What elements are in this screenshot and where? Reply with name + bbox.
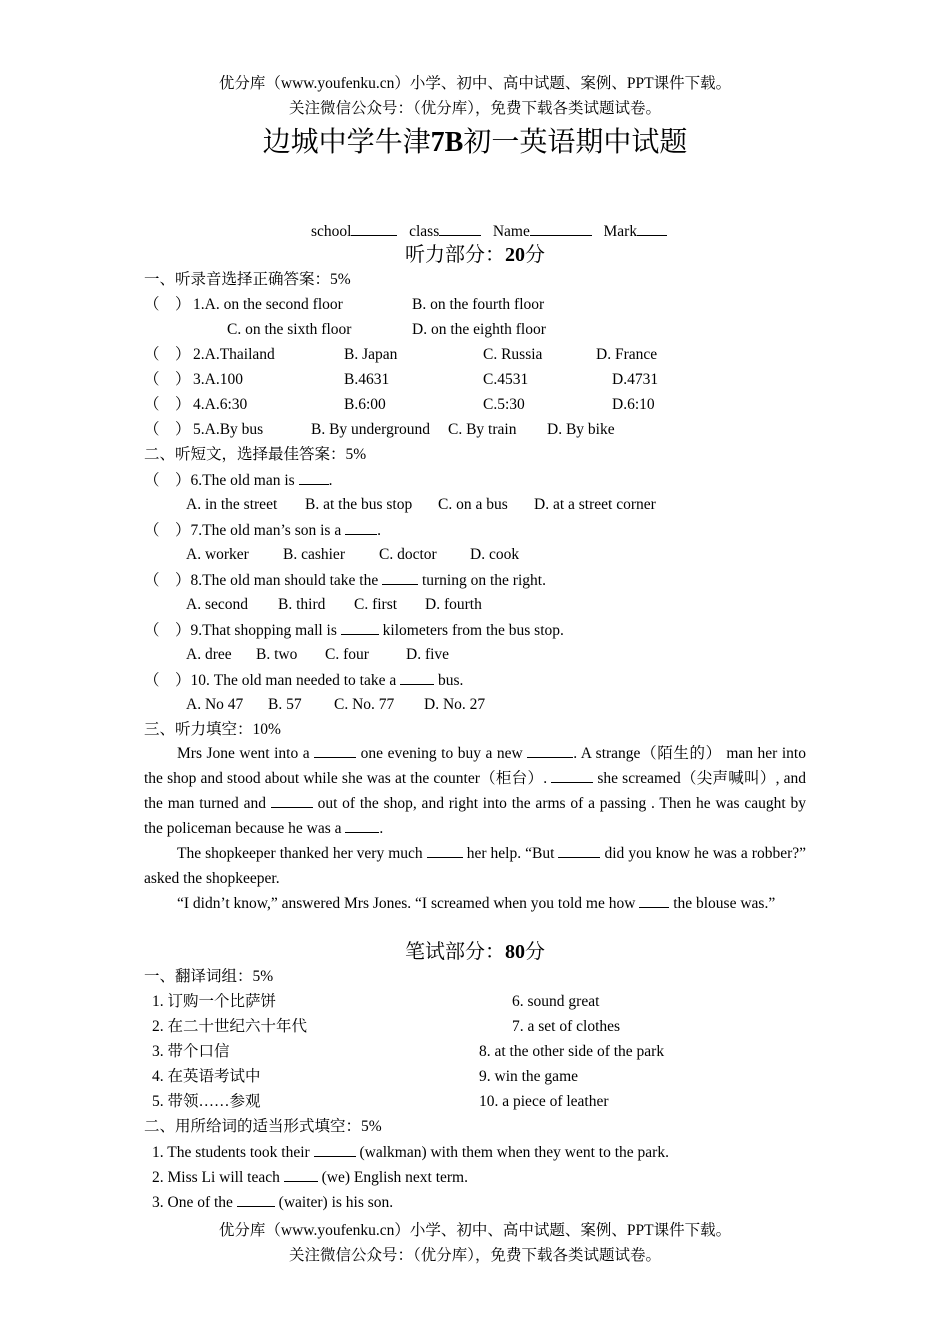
q10-option-d: D. No. 27	[424, 696, 486, 713]
q8-option-d: D. fourth	[425, 596, 482, 613]
p3-text-b: the blouse was.”	[669, 895, 776, 912]
q6-stem-a: 6.The old man is	[190, 472, 299, 489]
q7-option-a: A. worker	[186, 546, 249, 563]
p2-text-a: The shopkeeper thanked her very much	[177, 845, 427, 862]
q7-blank	[345, 520, 377, 535]
phrase-5: 5. 带领……参观	[152, 1093, 261, 1110]
phrase-7: 7. a set of clothes	[512, 1018, 621, 1035]
p1-text-a: Mrs Jone went into a	[177, 745, 315, 762]
q9-option-c: C. four	[325, 646, 369, 663]
footer-line-2: 关注微信公众号：（优分库），免费下载各类试题试卷。	[288, 1247, 661, 1264]
q8-stem-a: 8.The old man should take the	[190, 572, 383, 589]
q6-option-b: B. at the bus stop	[305, 496, 413, 513]
q8-option-a: A. second	[186, 596, 248, 613]
p1-blank-2	[527, 743, 573, 758]
q3-stem: 3.A.100	[193, 371, 243, 388]
q5-option-d: D. By bike	[547, 421, 615, 438]
fill-2-text-b: (we) English next term.	[317, 1169, 468, 1186]
q3-option-c: C.4531	[483, 371, 529, 388]
listening-heading-score: 20	[505, 244, 525, 266]
listening-heading-post: 分	[525, 244, 545, 266]
q2-stem: 2.A.Thailand	[193, 346, 275, 363]
q10-option-c: C. No. 77	[334, 696, 395, 713]
fill-item-3	[152, 1192, 393, 1213]
q8-line	[144, 570, 546, 591]
header-line-1: 优分库（www.youfenku.cn）小学、初中、高中试题、案例、PPT课件下载。	[218, 75, 732, 92]
p2-text-c: did you know he was a robber?” asked the shopkeeper.	[144, 845, 806, 887]
title-bold: 7B	[430, 127, 464, 158]
q10-option-b: B. 57	[268, 696, 302, 713]
q2-option-b: B. Japan	[344, 346, 398, 363]
q7-option-d: D. cook	[470, 546, 520, 563]
phrase-10: 10. a piece of leather	[479, 1093, 609, 1110]
title-pre: 边城中学牛津	[262, 127, 431, 158]
q4-option-c: C.5:30	[483, 396, 525, 413]
phrase-8: 8. at the other side of the park	[479, 1043, 665, 1060]
phrase-3: 3. 带个口信	[152, 1043, 230, 1060]
p2-blank-1	[427, 843, 463, 858]
written-heading-post: 分	[525, 941, 545, 963]
q1-option-c: C. on the sixth floor	[227, 321, 352, 338]
q4-paren[interactable]: （ ）	[144, 396, 191, 413]
fill-1-text-b: (walkman) with them when they went to the park.	[355, 1144, 669, 1161]
q10-option-a: A. No 47	[186, 696, 244, 713]
q10-blank	[400, 670, 434, 685]
phrase-6: 6. sound great	[512, 993, 600, 1010]
q5-stem: 5.A.By bus	[193, 421, 264, 438]
fill-2-blank[interactable]	[284, 1167, 318, 1182]
q6-stem-b: .	[328, 472, 333, 489]
q6-line	[144, 470, 332, 491]
p1-text-b: one evening to buy a new	[356, 745, 528, 762]
listening-part3-title: 三、听力填空：10%	[144, 721, 281, 738]
q9-paren[interactable]: （ ）	[144, 622, 191, 639]
q10-paren[interactable]: （ ）	[144, 672, 191, 689]
name-label: Name	[492, 223, 530, 240]
q1-stem: 1.A. on the second floor	[193, 296, 343, 313]
q3-option-b: B.4631	[344, 371, 390, 388]
footer-line-1: 优分库（www.youfenku.cn）小学、初中、高中试题、案例、PPT课件下载。	[218, 1222, 732, 1239]
q9-option-d: D. five	[406, 646, 450, 663]
student-info-line	[311, 221, 667, 242]
title-post: 初一英语期中试题	[463, 127, 688, 158]
q7-stem-a: 7.The old man’s son is a	[190, 522, 346, 539]
p1-text-e: out of the shop, and right into the arms of a passing . Then he was caught by the policeman because he was a	[144, 795, 806, 837]
name-blank[interactable]	[530, 221, 592, 236]
q5-option-c: C. By train	[448, 421, 517, 438]
p1-text-f: .	[379, 820, 384, 837]
q9-stem-a: 9.That shopping mall is	[190, 622, 341, 639]
phrase-1: 1. 订购一个比萨饼	[152, 993, 277, 1010]
q4-option-b: B.6:00	[344, 396, 386, 413]
q3-option-d: D.4731	[612, 371, 659, 388]
phrase-2: 2. 在二十世纪六十年代	[152, 1018, 308, 1035]
listening-heading-pre: 听力部分：	[405, 244, 505, 266]
p1-blank-1	[314, 743, 356, 758]
p3-text-a: “I didn’t know,” answered Mrs Jones. “I screamed when you told me how	[177, 895, 640, 912]
q8-option-c: C. first	[354, 596, 398, 613]
q4-stem: 4.A.6:30	[193, 396, 248, 413]
q1-paren[interactable]: （ ）	[144, 296, 191, 313]
q9-blank	[341, 620, 379, 635]
q5-paren[interactable]: （ ）	[144, 421, 191, 438]
phrase-9: 9. win the game	[479, 1068, 579, 1085]
q10-stem-b: bus.	[434, 672, 464, 689]
q4-option-d: D.6:10	[612, 396, 655, 413]
q6-option-a: A. in the street	[186, 496, 278, 513]
cloze-paragraph-2	[144, 841, 806, 891]
p1-blank-4	[271, 793, 313, 808]
q2-option-d: D. France	[596, 346, 658, 363]
class-label: class	[409, 223, 440, 240]
p1-blank-5	[345, 818, 379, 833]
phrase-4: 4. 在英语考试中	[152, 1068, 261, 1085]
fill-3-text-a: 3. One of the	[152, 1194, 237, 1211]
q6-paren[interactable]: （ ）	[144, 472, 191, 489]
q7-paren[interactable]: （ ）	[144, 522, 191, 539]
q1-option-b: B. on the fourth floor	[412, 296, 545, 313]
q8-blank	[382, 570, 418, 585]
listening-heading	[0, 242, 950, 268]
q5-option-b: B. By underground	[311, 421, 430, 438]
q2-paren[interactable]: （ ）	[144, 346, 191, 363]
written-part2-title: 二、用所给词的适当形式填空：5%	[144, 1118, 382, 1135]
fill-item-1	[152, 1142, 669, 1163]
p1-text-d: she screamed（尖声喊叫）, and the man turned and	[144, 770, 806, 812]
p1-blank-3	[551, 768, 593, 783]
fill-1-text-a: 1. The students took their	[152, 1144, 314, 1161]
q9-option-a: A. dree	[186, 646, 232, 663]
page-title	[0, 126, 950, 160]
p3-blank-1	[639, 893, 669, 908]
written-heading-pre: 笔试部分：	[405, 941, 505, 963]
q6-option-c: C. on a bus	[438, 496, 508, 513]
fill-1-blank[interactable]	[314, 1142, 356, 1157]
q6-option-d: D. at a street corner	[534, 496, 656, 513]
q8-paren[interactable]: （ ）	[144, 572, 191, 589]
q10-stem-a: 10. The old man needed to take a	[190, 672, 401, 689]
q1-option-d: D. on the eighth floor	[412, 321, 546, 338]
p1-text-c: . A strange（陌生的） man her into the shop and stood about while she was at the counter（柜台）.	[144, 745, 806, 787]
fill-3-text-b: (waiter) is his son.	[274, 1194, 394, 1211]
q8-stem-b: turning on the right.	[418, 572, 546, 589]
q9-stem-b: kilometers from the bus stop.	[378, 622, 564, 639]
fill-2-text-a: 2. Miss Li will teach	[152, 1169, 284, 1186]
q7-option-c: C. doctor	[379, 546, 437, 563]
cloze-paragraph-3	[144, 891, 806, 916]
listening-part1-title: 一、听录音选择正确答案：5%	[144, 271, 351, 288]
mark-blank[interactable]	[637, 221, 667, 236]
written-part1-title: 一、翻译词组：5%	[144, 968, 274, 985]
listening-part2-title: 二、听短文，选择最佳答案：5%	[144, 446, 367, 463]
mark-label: Mark	[603, 223, 638, 240]
q7-stem-b: .	[377, 522, 381, 539]
header-line-2: 关注微信公众号：（优分库），免费下载各类试题试卷。	[288, 100, 661, 117]
q9-line	[144, 620, 564, 641]
school-label: school	[311, 223, 352, 240]
written-heading-score: 80	[505, 941, 525, 963]
q9-option-b: B. two	[256, 646, 298, 663]
fill-item-2	[152, 1167, 468, 1188]
q10-line	[144, 670, 463, 691]
q7-line	[144, 520, 381, 541]
q3-paren[interactable]: （ ）	[144, 371, 191, 388]
p2-text-b: her help. “But	[462, 845, 559, 862]
q7-option-b: B. cashier	[283, 546, 345, 563]
class-blank[interactable]	[439, 221, 481, 236]
q6-blank	[299, 470, 329, 485]
cloze-paragraph-1	[144, 741, 806, 841]
q2-option-c: C. Russia	[483, 346, 543, 363]
written-heading	[0, 939, 950, 965]
school-blank[interactable]	[351, 221, 397, 236]
p2-blank-2	[558, 843, 600, 858]
q8-option-b: B. third	[278, 596, 326, 613]
fill-3-blank[interactable]	[237, 1192, 275, 1207]
